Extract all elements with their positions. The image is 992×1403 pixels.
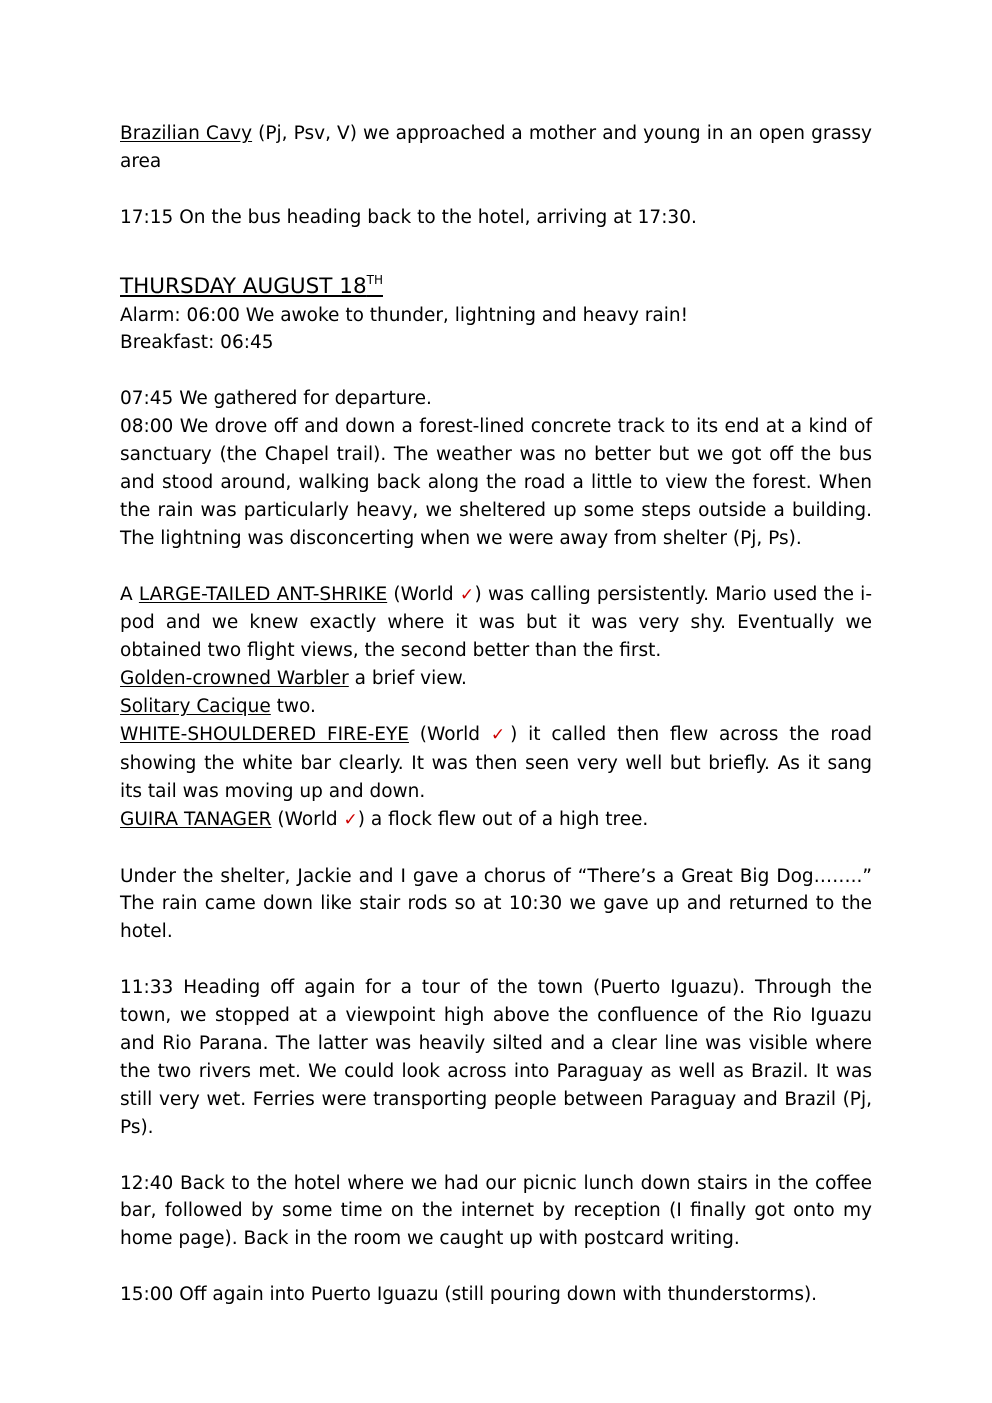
- antshrike-text: ) was calling persistently. Mario used the i-pod and we knew exactly where it was but it was very shy. Eventually we obtained two flight views, the second better than the first.: [120, 583, 873, 662]
- warbler-entry: [120, 665, 872, 693]
- checkmark-icon: ✓: [459, 584, 475, 605]
- heading-day: THURSDAY AUGUST 18: [120, 273, 367, 299]
- shelter-paragraph: Under the shelter, Jackie and I gave a chorus of “There’s a Great Big Dog……..” The rain came down like stair rods so at 10:30 we gave up and returned to the hotel.: [120, 865, 872, 943]
- fireeye-world: (World: [408, 724, 491, 746]
- cavy-entry: [120, 120, 872, 176]
- species-brazilian-cavy: Brazilian Cavy: [120, 123, 253, 144]
- day-heading: [120, 272, 872, 302]
- warbler-text: a brief view.: [348, 668, 467, 690]
- gathered-line: 07:45 We gathered for departure.: [120, 388, 432, 410]
- checkmark-icon: ✓: [490, 725, 511, 746]
- species-large-tailed-ant-shrike: LARGE-TAILED ANT-SHRIKE: [138, 583, 388, 605]
- fireeye-text: ) it called then flew across the road showing the white bar clearly. It was then seen very well but briefly. As it sang its tail was moving up and down.: [120, 724, 872, 802]
- cacique-entry: [120, 693, 872, 721]
- cavy-text: (Pj, Psv, V) we approached a mother and young in an open grassy area: [120, 123, 873, 172]
- species-guira-tanager: GUIRA TANAGER: [120, 808, 272, 830]
- cacique-text: two.: [270, 696, 316, 718]
- tanager-world: (World: [271, 808, 344, 830]
- town-tour-paragraph: 11:33 Heading off again for a tour of the town (Puerto Iguazu). Through the town, we stopped at a viewpoint high above the confluence of the Rio Iguazu and Rio Parana. The latter was heavily silted and a clear line was visible where the two rivers met. We could look across into Paraguay as well as Brazil. It was still very wet. Ferries were transporting people between Paraguay and Brazil (Pj, Ps).: [120, 977, 872, 1138]
- species-solitary-cacique: Solitary Cacique: [120, 696, 271, 718]
- off-again-line: 15:00 Off again into Puerto Iguazu (still pouring down with thunderstorms).: [120, 1284, 818, 1306]
- journal-page: [120, 120, 872, 1309]
- fireeye-entry: [120, 721, 872, 806]
- antshrike-world: (World: [387, 583, 460, 605]
- bus-back-entry: 17:15 On the bus heading back to the hotel, arriving at 17:30.: [120, 206, 697, 228]
- species-golden-crowned-warbler: Golden-crowned Warbler: [120, 668, 349, 690]
- alarm-line: Alarm: 06:00 We awoke to thunder, lightning and heavy rain!: [120, 304, 689, 326]
- antshrike-prefix: A: [120, 583, 139, 605]
- breakfast-line: Breakfast: 06:45: [120, 332, 274, 354]
- heading-suffix: TH: [366, 272, 383, 287]
- tanager-text: ) a flock flew out of a high tree.: [357, 808, 649, 830]
- antshrike-entry: [120, 581, 872, 666]
- species-white-shouldered-fire-eye: WHITE-SHOULDERED FIRE-EYE: [120, 724, 409, 746]
- checkmark-icon: ✓: [343, 809, 358, 830]
- tanager-entry: [120, 806, 872, 835]
- drove-off-paragraph: 08:00 We drove off and down a forest-lined concrete track to its end at a kind of sanctuary (the Chapel trail). The weather was no better but we got off the bus and stood around, walking back along the road a little to view the forest. When the rain was particularly heavy, we sheltered up some steps outside a building. The lightning was disconcerting when we were away from shelter (Pj, Ps).: [120, 416, 872, 549]
- lunch-paragraph: 12:40 Back to the hotel where we had our picnic lunch down stairs in the coffee bar, followed by some time on the internet by reception (I finally got onto my home page). Back in the room we caught up with postcard writing.: [120, 1172, 872, 1250]
